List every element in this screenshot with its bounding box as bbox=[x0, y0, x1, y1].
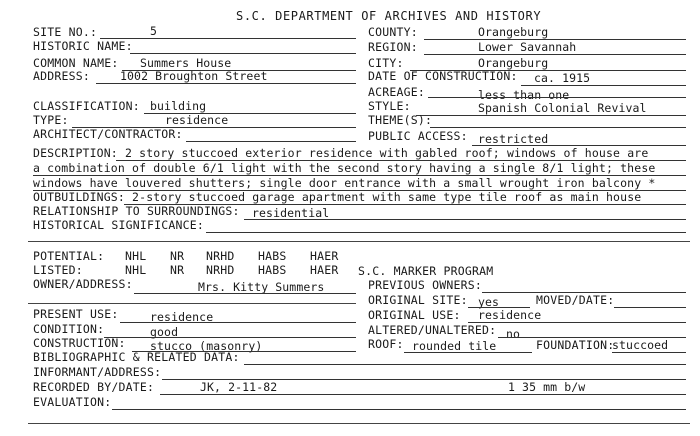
county-value: Orangeburg bbox=[478, 25, 549, 39]
condition-value: good bbox=[150, 325, 179, 339]
bibliographic-line bbox=[244, 364, 686, 365]
city-value: Orangeburg bbox=[478, 56, 549, 70]
recorded-line bbox=[160, 394, 686, 395]
recorded-label: RECORDED BY/DATE: bbox=[33, 380, 155, 394]
date-construction-value: ca. 1915 bbox=[534, 71, 591, 85]
informant-label: INFORMANT/ADDRESS: bbox=[33, 365, 162, 379]
address-line bbox=[96, 83, 356, 84]
relationship-label: RELATIONSHIP TO SURROUNDINGS: bbox=[33, 204, 240, 218]
region-label: REGION: bbox=[368, 40, 418, 54]
site-no-line bbox=[100, 38, 356, 39]
significance-line bbox=[206, 232, 686, 233]
section-divider bbox=[28, 241, 690, 242]
listed-nr: NR bbox=[170, 263, 185, 277]
original-use-label: ORIGINAL USE: bbox=[368, 308, 461, 322]
potential-haer: HAER bbox=[310, 249, 339, 263]
address-value: 1002 Broughton Street bbox=[120, 69, 268, 83]
listed-label: LISTED: bbox=[33, 263, 83, 277]
condition-label: CONDITION: bbox=[33, 322, 105, 336]
owner-divider bbox=[28, 303, 356, 304]
construction-value: stucco (masonry) bbox=[150, 339, 263, 353]
foundation-label: FOUNDATION: bbox=[536, 338, 615, 352]
acreage-line bbox=[428, 97, 686, 98]
foundation-value: stuccoed bbox=[612, 338, 669, 352]
owner-line bbox=[134, 293, 356, 294]
bottom-rule bbox=[28, 423, 690, 424]
public-access-label: PUBLIC ACCESS: bbox=[368, 129, 468, 143]
present-use-value: residence bbox=[150, 310, 214, 324]
roof-label: ROOF: bbox=[368, 337, 404, 351]
roof-value: rounded tile bbox=[412, 339, 497, 353]
evaluation-line bbox=[112, 409, 686, 410]
acreage-label: ACREAGE: bbox=[368, 85, 425, 99]
condition-line bbox=[104, 337, 356, 338]
recorded-value: JK, 2-11-82 bbox=[200, 380, 278, 394]
type-value: residence bbox=[165, 113, 229, 127]
significance-label: HISTORICAL SIGNIFICANCE: bbox=[33, 218, 204, 232]
potential-habs: HABS bbox=[258, 249, 287, 263]
marker-program: S.C. MARKER PROGRAM bbox=[358, 264, 494, 278]
style-label: STYLE: bbox=[368, 99, 411, 113]
site-no-value: 5 bbox=[150, 24, 158, 38]
historic-name-line bbox=[130, 53, 356, 54]
original-site-value: yes bbox=[478, 295, 500, 309]
bibliographic-label: BIBLIOGRAPHIC & RELATED DATA: bbox=[33, 350, 240, 364]
moved-date-label: MOVED/DATE: bbox=[536, 293, 615, 307]
outbuildings-label: OUTBUILDINGS: bbox=[33, 190, 125, 204]
address-label: ADDRESS: bbox=[33, 69, 90, 83]
form-header: S.C. DEPARTMENT OF ARCHIVES AND HISTORY bbox=[236, 9, 542, 23]
potential-nr: NR bbox=[170, 249, 185, 263]
original-site-label: ORIGINAL SITE: bbox=[368, 293, 468, 307]
style-value: Spanish Colonial Revival bbox=[478, 101, 647, 115]
classification-label: CLASSIFICATION: bbox=[33, 99, 140, 113]
date-construction-line bbox=[521, 85, 686, 86]
date-construction-label: DATE OF CONSTRUCTION: bbox=[368, 69, 518, 83]
altered-label: ALTERED/UNALTERED: bbox=[368, 323, 497, 337]
listed-habs: HABS bbox=[258, 263, 287, 277]
architect-line bbox=[186, 141, 356, 142]
description-line-1 bbox=[33, 147, 648, 160]
potential-label: POTENTIAL: bbox=[33, 249, 105, 263]
owner-label: OWNER/ADDRESS: bbox=[33, 277, 133, 291]
evaluation-label: EVALUATION: bbox=[33, 395, 112, 409]
present-use-line bbox=[120, 322, 356, 323]
foundation-line bbox=[612, 352, 686, 353]
relationship-value: residential bbox=[252, 206, 330, 220]
description-label: DESCRIPTION: bbox=[33, 146, 118, 160]
original-use-line bbox=[468, 322, 686, 323]
listed-nhl: NHL bbox=[125, 263, 147, 277]
description-text-1: 2 story stuccoed exterior residence with gabled roof; windows of house are bbox=[124, 146, 649, 160]
film-note: 1 35 mm b/w bbox=[508, 380, 586, 394]
original-use-value: residence bbox=[478, 308, 542, 322]
description-line-3: windows have louvered shutters; single door entrance with a small wrought iron balcony * bbox=[33, 176, 656, 190]
architect-label: ARCHITECT/CONTRACTOR: bbox=[33, 127, 183, 141]
public-access-value: restricted bbox=[478, 132, 549, 146]
theme-line bbox=[430, 127, 686, 128]
present-use-label: PRESENT USE: bbox=[33, 307, 119, 321]
moved-date-line bbox=[614, 307, 686, 308]
theme-label: THEME(S): bbox=[368, 113, 433, 127]
city-label: CITY: bbox=[368, 56, 404, 70]
description-line-2: a combination of double 6/1 light with the second story having a single 8/1 light; these bbox=[33, 161, 656, 175]
common-name-label: COMMON NAME: bbox=[33, 56, 119, 70]
potential-nhl: NHL bbox=[125, 249, 147, 263]
site-no-label: SITE NO.: bbox=[33, 25, 98, 39]
relationship-line bbox=[244, 219, 686, 220]
altered-value: no bbox=[506, 327, 521, 341]
common-name-value: Summers House bbox=[140, 56, 232, 70]
owner-value: Mrs. Kitty Summers bbox=[198, 280, 325, 294]
roof-line bbox=[404, 352, 532, 353]
region-value: Lower Savannah bbox=[478, 40, 577, 54]
listed-haer: HAER bbox=[310, 263, 339, 277]
outbuildings-row bbox=[33, 191, 641, 204]
potential-nrhd: NRHD bbox=[206, 249, 235, 263]
county-label: COUNTY: bbox=[368, 25, 418, 39]
listed-nrhd: NRHD bbox=[206, 263, 235, 277]
previous-owners-label: PREVIOUS OWNERS: bbox=[368, 278, 482, 292]
acreage-value: less than one bbox=[478, 88, 570, 102]
classification-value: building bbox=[150, 99, 207, 113]
style-line bbox=[416, 115, 686, 116]
type-label: TYPE: bbox=[33, 113, 69, 127]
outbuildings-value: 2-story stuccoed garage apartment with same type tile roof as main house bbox=[132, 190, 642, 204]
historic-name-label: HISTORIC NAME: bbox=[33, 39, 133, 53]
construction-label: CONSTRUCTION: bbox=[33, 336, 126, 350]
region-line bbox=[424, 54, 686, 55]
